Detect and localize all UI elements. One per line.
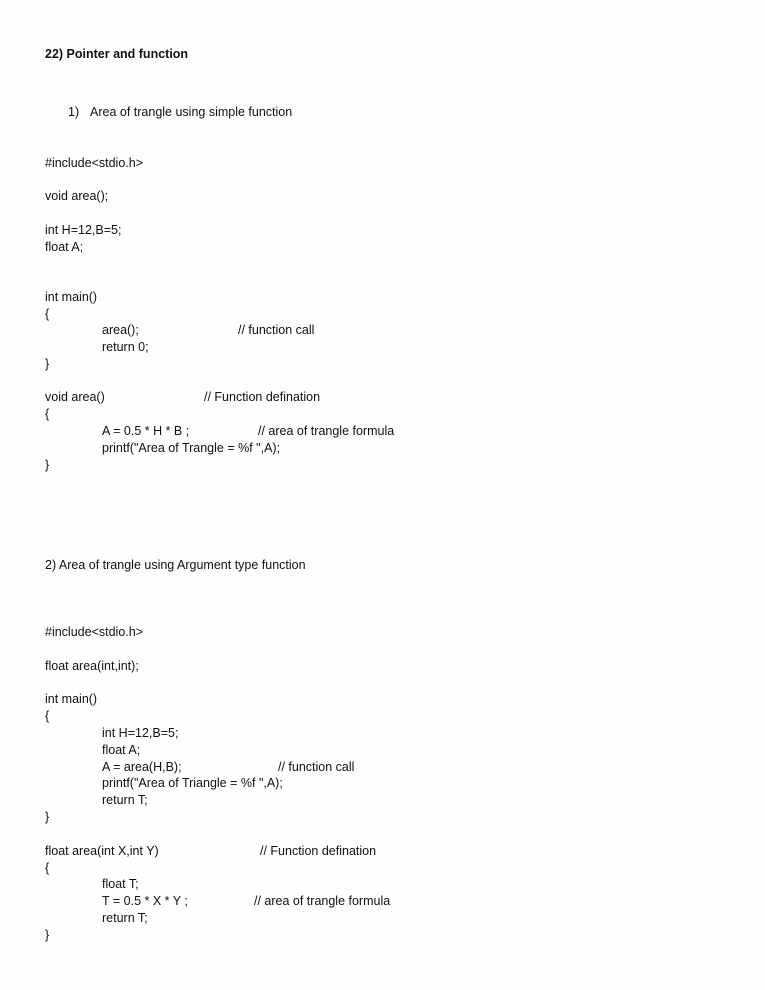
code-comment: // Function defination — [204, 390, 321, 404]
code-line: T = 0.5 * X * Y ; — [102, 894, 188, 908]
code-line: A = 0.5 * H * B ; — [102, 424, 190, 438]
code-line: int H=12,B=5; — [102, 726, 179, 740]
code-line: printf("Area of Triangle = %f ",A); — [102, 776, 283, 790]
code-comment: // function call — [278, 760, 355, 774]
code-line: int main() — [45, 290, 98, 304]
code-line: float T; — [102, 877, 139, 891]
code-comment: // area of trangle formula — [258, 424, 395, 438]
section2-title: 2) Area of trangle using Argument type function — [45, 558, 306, 572]
code-comment: // Function defination — [260, 844, 377, 858]
code-line: { — [45, 709, 50, 723]
code-line: float A; — [102, 743, 141, 757]
code-comment: // function call — [238, 323, 315, 337]
code-line: printf("Area of Trangle = %f ",A); — [102, 441, 281, 455]
code-line: float area(int X,int Y) — [45, 844, 159, 858]
code-line: float A; — [45, 240, 84, 254]
code-line: return 0; — [102, 340, 149, 354]
code-line: { — [45, 861, 50, 875]
section1-title: Area of trangle using simple function — [90, 105, 293, 119]
code-line: int main() — [45, 692, 98, 706]
code-line: int H=12,B=5; — [45, 223, 122, 237]
page-heading: 22) Pointer and function — [45, 47, 189, 61]
code-line: void area(); — [45, 189, 109, 203]
code-line: } — [45, 928, 50, 942]
code-comment: // area of trangle formula — [254, 894, 391, 908]
code-line: { — [45, 307, 50, 321]
code-line: } — [45, 458, 50, 472]
code-line: { — [45, 407, 50, 421]
code-line: A = area(H,B); — [102, 760, 182, 774]
code-line: return T; — [102, 793, 148, 807]
code-line: void area() — [45, 390, 105, 404]
code-line: } — [45, 810, 50, 824]
code-line: #include<stdio.h> — [45, 625, 143, 639]
code-line: area(); — [102, 323, 139, 337]
section1-number: 1) — [68, 105, 80, 119]
code-line: return T; — [102, 911, 148, 925]
code-line: } — [45, 357, 50, 371]
code-line: float area(int,int); — [45, 659, 139, 673]
code-line: #include<stdio.h> — [45, 156, 143, 170]
